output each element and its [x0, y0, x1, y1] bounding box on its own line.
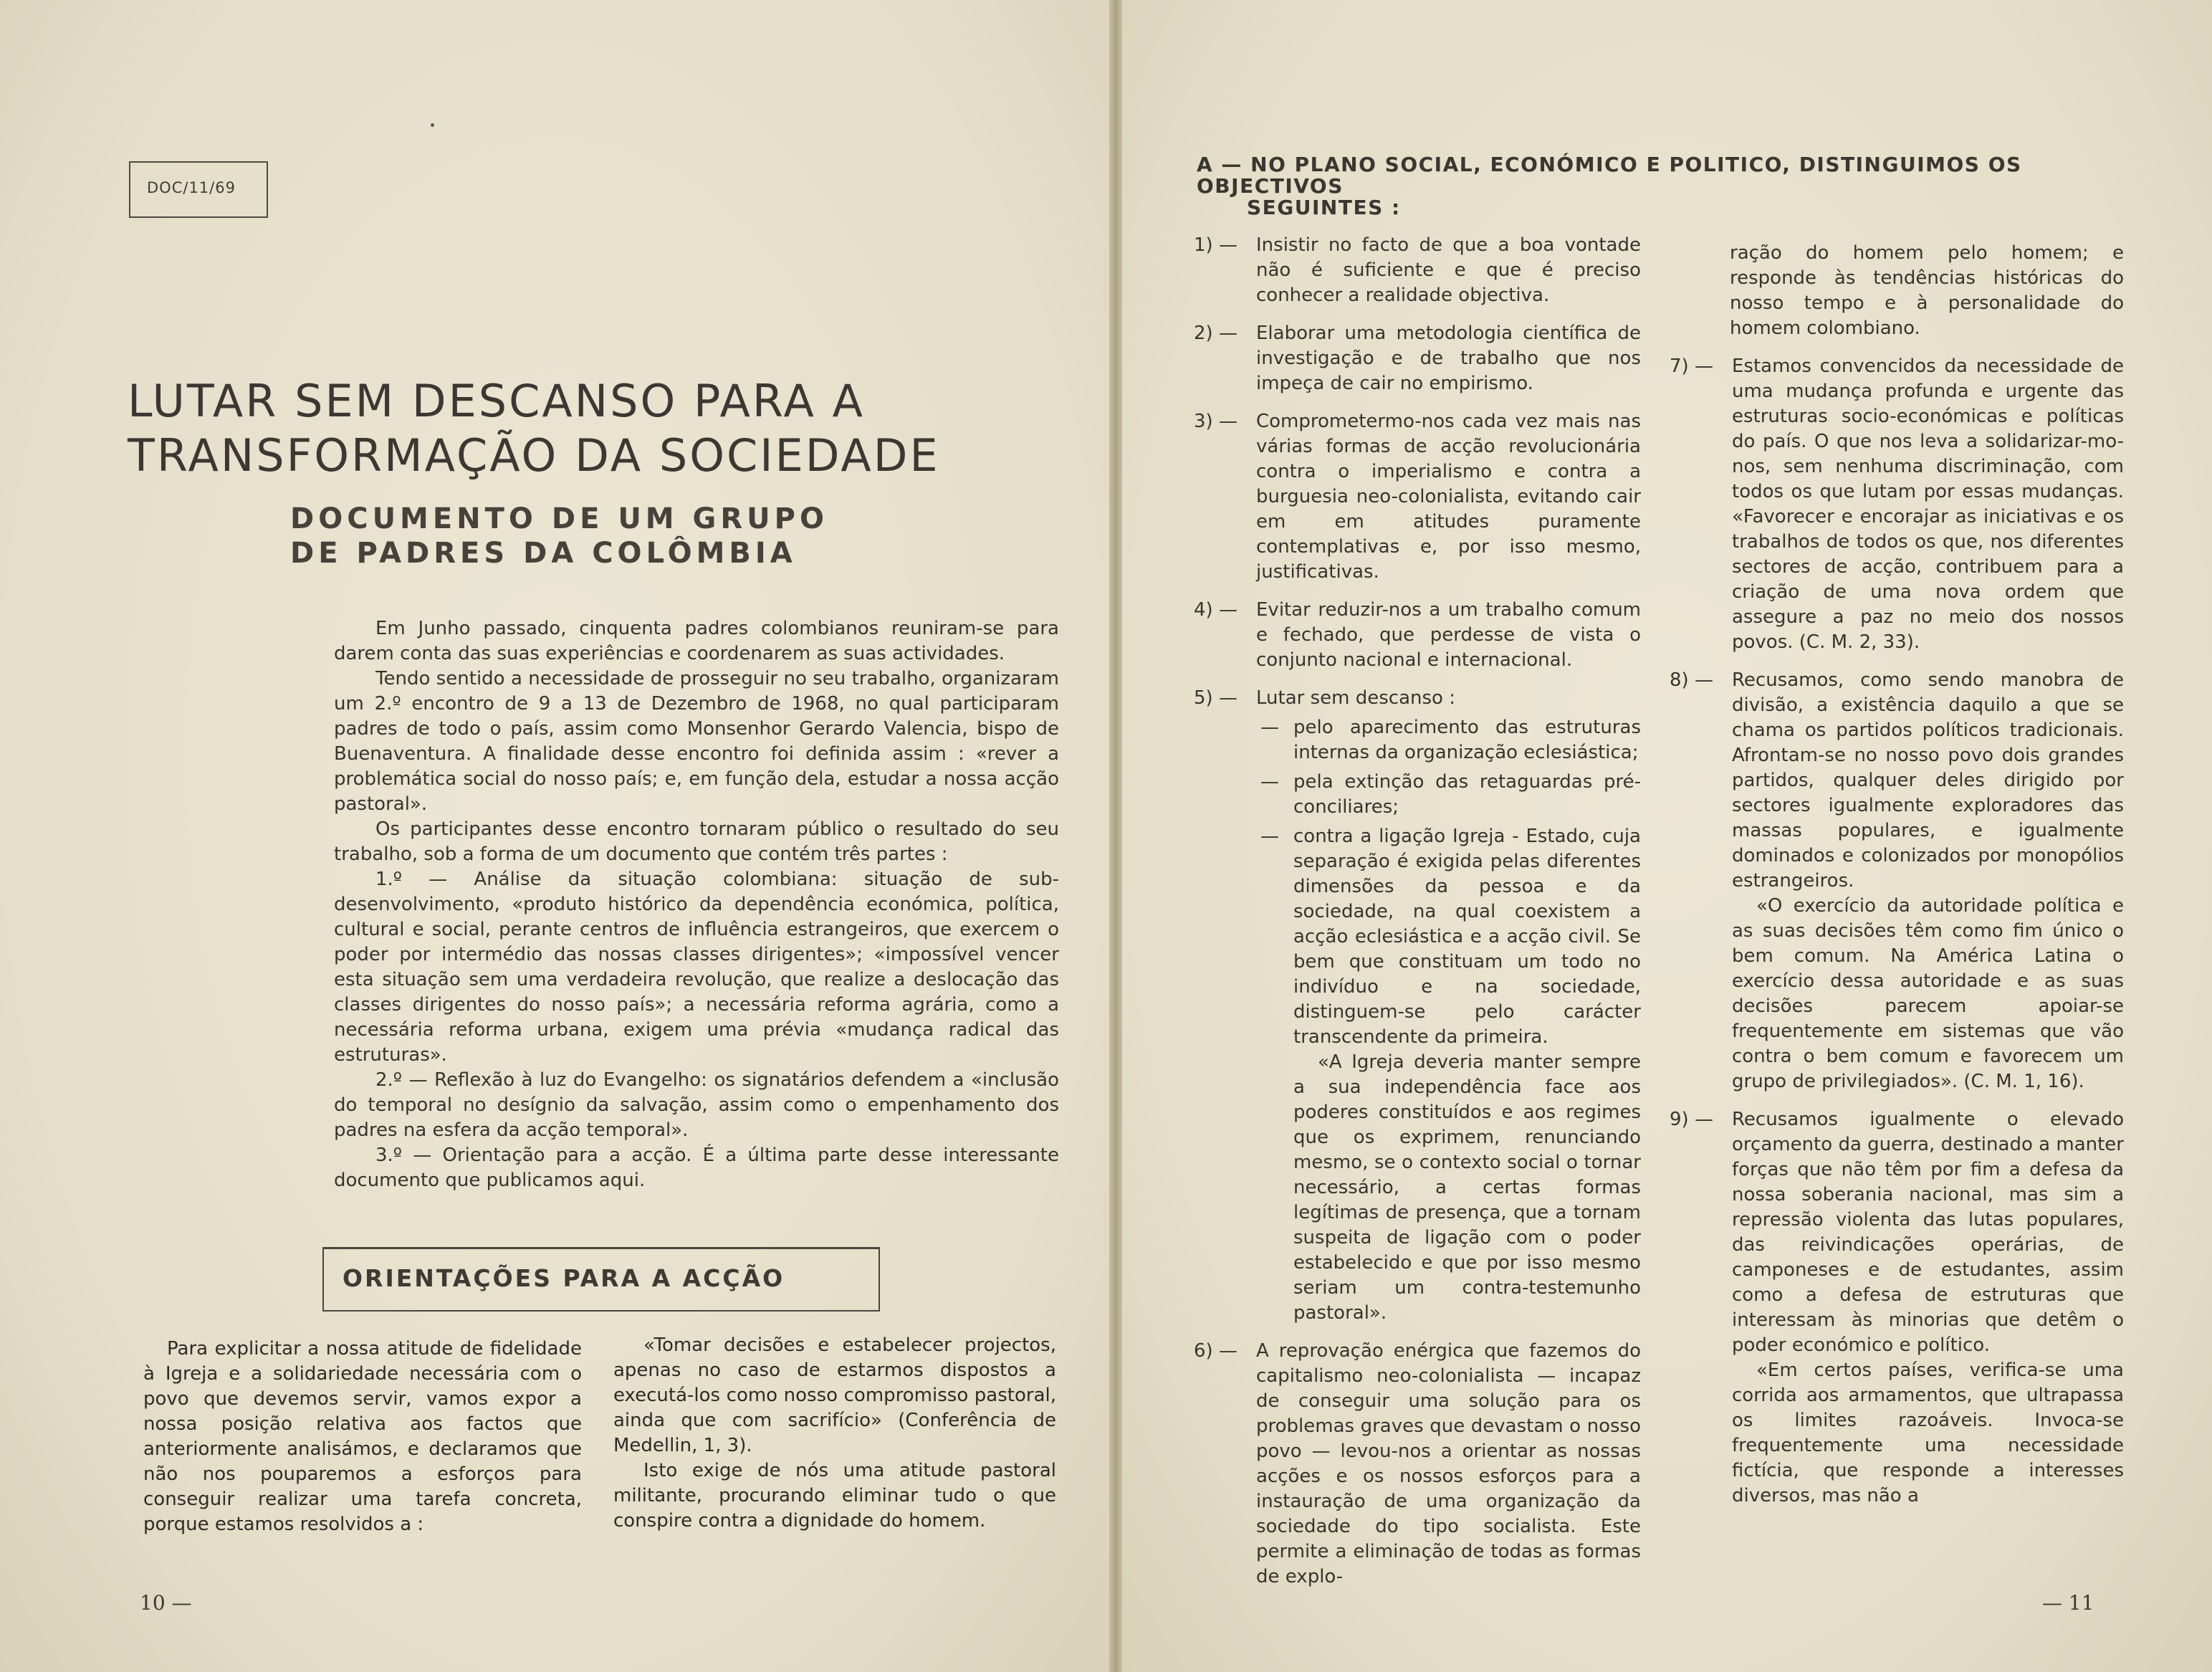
sub-item — [1256, 824, 1641, 1326]
quote-paragraph: «A Igreja deveria manter sempre a sua independência face aos poderes constituídos e aos regimes que os exprimem, renunciando mesmo, se o contexto social o tornar necessário, a certas formas legítimas de presença, que a tornam suspeita de ligação com o poder estabelecido e que por isso mesmo seriam um contra-testemunho pastoral». — [1293, 1051, 1641, 1324]
list-item — [1194, 321, 1641, 396]
body-column-right — [613, 1333, 1056, 1534]
body-paragraph: Para explicitar a nossa atitude de fidelidade à Igreja e a solidariedade necessária com o povo que devemos servir, vamos expor a nossa posição relativa aos factos que anteriormente analisámos, e declaramos que não nos pouparemos a esforços para conseguir realizar uma tarefa concreta, porque estamos resolvidos a : — [143, 1338, 582, 1535]
subtitle — [290, 502, 935, 570]
subtitle-line-1: DOCUMENTO DE UM GRUPO — [290, 502, 828, 535]
item-text: Insistir no facto de que a boa vontade não é suficiente e que é preciso conhecer a realidade objectiva. — [1256, 234, 1641, 306]
subtitle-line-2: DE PADRES DA COLÔMBIA — [290, 537, 797, 570]
intro-paragraph: Os participantes desse encontro tornaram público o resultado do seu trabalho, sob a forma de um documento que contém três partes : — [334, 818, 1059, 865]
sub-item-dash: — — [1260, 771, 1279, 793]
ink-dot — [431, 123, 434, 127]
item-text: A reprovação enérgica que fazemos do capitalismo neo-colonialista — incapaz de conseguir uma solução para os problemas graves que devastam o nosso povo — levou-nos a orientar as nossas acções e os nossos esforços para a instauração de uma organização da sociedade do tipo socialista. Este permite a eliminação de todas as formas de explo- — [1256, 1340, 1641, 1587]
sub-item-text: pelo aparecimento das estruturas internas da organização eclesiástica; — [1293, 717, 1641, 763]
list-item — [1194, 233, 1641, 308]
list-item — [1670, 354, 2124, 655]
page-number-right: — 11 — [2042, 1591, 2094, 1615]
body-paragraph: «Tomar decisões e estabelecer projectos, apenas no caso de estarmos dispostos a executá-los como nosso compromisso pastoral, ainda que com sacrifício» (Conferência de Medellin, 1, 3). — [613, 1334, 1056, 1456]
item-number: 8) — — [1670, 669, 1713, 691]
heading-line-1: A — NO PLANO SOCIAL, ECONÓMICO E POLITICO, DISTINGUIMOS OS OBJECTIVOS — [1197, 153, 2022, 198]
intro-paragraph: Em Junho passado, cinquenta padres colombianos reuniram-se para darem conta das suas experiências e coordenarem as suas actividades. — [334, 618, 1059, 664]
item-number: 4) — — [1194, 599, 1237, 621]
intro-paragraph: 3.º — Orientação para a acção. É a última parte desse interessante documento que publicamos aqui. — [334, 1145, 1059, 1191]
page-number-left: 10 — — [140, 1591, 192, 1615]
body-column-left — [143, 1337, 582, 1537]
item-number: 6) — — [1194, 1340, 1237, 1362]
item-text: Lutar sem descanso : — [1256, 687, 1455, 709]
intro-text — [334, 616, 1059, 1193]
list-item — [1194, 1339, 1641, 1590]
item-number: 1) — — [1194, 234, 1237, 256]
item-number: 7) — — [1670, 355, 1713, 377]
quote-paragraph: «Em certos países, verifica-se uma corrida aos armamentos, que ultrapassa os limites razoáveis. Invoca-se frequentemente uma necessidade fictícia, que responde a interesses diversos, mas não a — [1732, 1360, 2124, 1506]
sub-item — [1256, 715, 1641, 765]
item-number: 5) — — [1194, 687, 1237, 709]
continued-text: ração do homem pelo homem; e responde às tendências históricas do nosso tempo e à personalidade do homem colombiano. — [1730, 242, 2124, 339]
book-gutter — [1109, 0, 1122, 1672]
item-number: 9) — — [1670, 1109, 1713, 1130]
list-item — [1194, 598, 1641, 673]
quote-paragraph: «O exercício da autoridade política e as suas decisões têm como fim único o bem comum. Na América Latina o exercício dessa autoridade e as suas decisões parecem apoiar-se frequentemente em sistemas que vão contra o bem comum e favorecem um grupo de privilegiados». (C. M. 1, 16). — [1732, 895, 2124, 1092]
intro-paragraph: Tendo sentido a necessidade de prosseguir no seu trabalho, organizaram um 2.º encontro de 9 a 13 de Dezembro de 1968, no qual participaram padres de todo o país, assim como Monsenhor Gerardo Valencia, bispo de Buenaventura. A finalidade desse encontro foi definida assim : «rever a problemática social do nosso país; e, em função dela, estudar a nossa acção pastoral». — [334, 668, 1059, 815]
list-item — [1194, 409, 1641, 585]
item-text: Recusamos igualmente o elevado orçamento da guerra, destinado a manter forças que não têm por fim a defesa da nossa soberania nacional, mas sim a repressão violenta das lutas populares, das reivindicações operárias, de camponeses e de estudantes, assim como a defesa de estruturas que interessam às minorias que detêm o poder económico e político. — [1732, 1109, 2124, 1356]
item-text: Elaborar uma metodologia científica de investigação e de trabalho que nos impeça de cair no empirismo. — [1256, 323, 1641, 394]
right-column-2 — [1670, 241, 2124, 1521]
body-paragraph: Isto exige de nós uma atitude pastoral militante, procurando eliminar tudo o que conspire contra a dignidade do homem. — [613, 1460, 1056, 1532]
heading-line-2: SEGUINTES : — [1247, 196, 1401, 219]
doc-code: DOC/11/69 — [147, 179, 236, 196]
item-text: Estamos convencidos da necessidade de uma mudança profunda e urgente das estruturas socio-económicas e políticas do país. O que nos leva a solidarizar-mo-nos, sem nenhuma discriminação, com todos os que lutam por essas mudanças. «Favorecer e encorajar as iniciativas e os trabalhos de todos os que, nos diferentes sectores de acção, contribuem para a criação de uma nova ordem que assegure a paz no meio dos nossos povos. (C. M. 2, 33). — [1732, 355, 2124, 653]
sub-item-dash: — — [1260, 717, 1279, 738]
intro-paragraph: 1.º — Análise da situação colombiana: situação de sub-desenvolvimento, «produto histórico da dependência económica, política, cultural e social, perante centros de influência estrangeiros, que exercem o poder por intermédio das nossas classes dirigentes»; «impossível vencer esta situação sem uma verdadeira revolução, que realize a deslocação das classes dirigentes do nosso país»; a necessária reforma agrária, como a necessária reforma urbana, exigem uma prévia «mudança radical das estruturas». — [334, 869, 1059, 1066]
sub-item-dash: — — [1260, 826, 1279, 847]
item-number: 3) — — [1194, 411, 1237, 432]
item-text: Recusamos, como sendo manobra de divisão, a existência daquilo a que se chama os partidos políticos tradicionais. Afrontam-se no nosso povo dois grandes partidos, qualquer deles dirigido por sectores igualmente exploradores das massas populares, e igualmente dominados e colonizados por monopólios estrangeiros. — [1732, 669, 2124, 892]
main-title-line-1: LUTAR SEM DESCANSO PARA A — [128, 375, 865, 427]
list-item — [1670, 1107, 2124, 1509]
list-item — [1194, 686, 1641, 1326]
sub-item — [1256, 770, 1641, 820]
main-title — [128, 374, 1059, 483]
item-text: Comprometermo-nos cada vez mais nas várias formas de acção revolucionária contra o imperialismo e contra a burguesia neo-colonialista, evitando cair em em atitudes puramente contemplativas e, por isso mesmo, justificativas. — [1256, 411, 1641, 583]
main-title-line-2: TRANSFORMAÇÃO DA SOCIEDADE — [128, 429, 940, 482]
list-item — [1670, 668, 2124, 1094]
item-number: 2) — — [1194, 323, 1237, 344]
item-text: Evitar reduzir-nos a um trabalho comum e fechado, que perdesse de vista o conjunto nacional e internacional. — [1256, 599, 1641, 671]
section-title: ORIENTAÇÕES PARA A ACÇÃO — [343, 1264, 785, 1292]
right-page-heading — [1197, 154, 2157, 219]
sub-item-text: pela extinção das retaguardas pré-conciliares; — [1293, 771, 1641, 818]
sub-item-text: contra a ligação Igreja - Estado, cuja separação é exigida pelas diferentes dimensões da pessoa e da sociedade, na qual coexistem a acção eclesiástica e a acção civil. Se bem que constituam um todo no indivíduo e na sociedade, distinguem-se pelo carácter transcendente da primeira. — [1293, 826, 1641, 1048]
right-column-1 — [1194, 233, 1641, 1602]
intro-paragraph: 2.º — Reflexão à luz do Evangelho: os signatários defendem a «inclusão do temporal no desígnio da salvação, assim como o empenhamento dos padres na esfera da acção temporal». — [334, 1069, 1059, 1141]
